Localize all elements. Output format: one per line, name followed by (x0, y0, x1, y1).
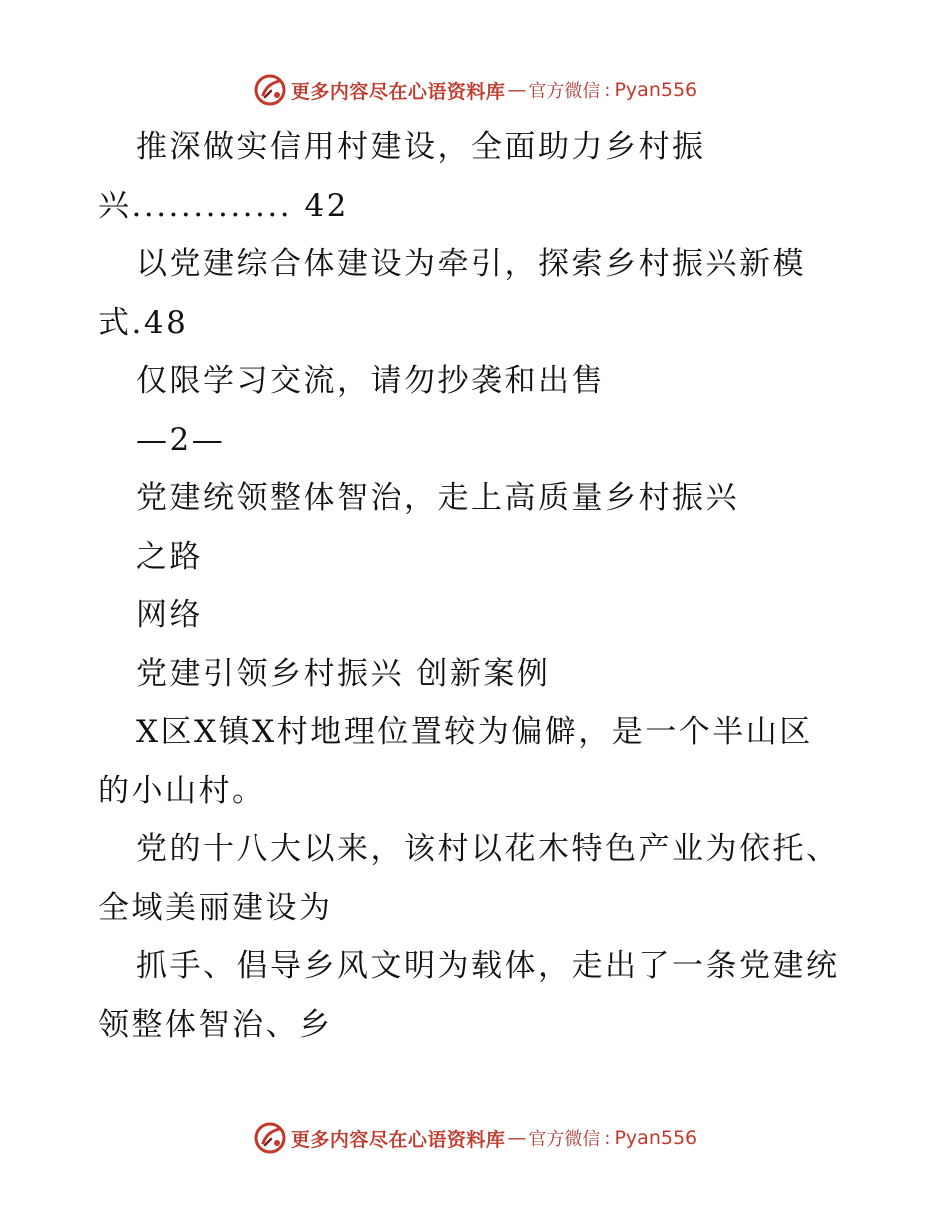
banner-wechat-id: Pyan556 (614, 79, 698, 101)
text-line: X区X镇X村地理位置较为偏僻，是一个半山区 (136, 714, 813, 750)
text-line: 领整体智治、乡 (98, 1006, 333, 1043)
banner-dash: — (507, 1127, 527, 1149)
text-line: 仅限学习交流，请勿抄袭和出售 (136, 363, 605, 399)
text-line: 党建统领整体智治，走上高质量乡村振兴 (136, 480, 739, 516)
footer-banner (0, 1118, 950, 1158)
text-line: 之路 (136, 538, 203, 575)
text-line: 党的十八大以来，该村以花木特色产业为依托、 (136, 831, 840, 867)
text-line: 网络 (136, 597, 203, 633)
text-line: 以党建综合体建设为牵引，探索乡村振兴新模 (136, 246, 806, 282)
banner-sub-text: 官方微信 (528, 81, 601, 102)
banner-main-text: 更多内容尽在心语资料库 (290, 80, 506, 103)
banner-main-text: 更多内容尽在心语资料库 (290, 1128, 506, 1151)
text-line: 全域美丽建设为 (98, 889, 333, 926)
header-banner (0, 70, 950, 110)
banner-dash: — (507, 79, 527, 101)
section-heading: 党建引领乡村振兴 创新案例 (136, 655, 551, 692)
page-number-line: —2— (136, 421, 226, 458)
banner-separator: : (604, 1127, 611, 1149)
seal-logo-icon (253, 73, 287, 107)
text-line: 抓手、倡导乡风文明为载体，走出了一条党建统 (136, 948, 840, 984)
banner-sub-text: 官方微信 (528, 1129, 601, 1150)
banner-wechat-id: Pyan556 (614, 1127, 698, 1149)
text-line: 兴............. 42 (98, 187, 349, 224)
text-line: 的小山村。 (98, 772, 266, 809)
document-body (98, 118, 858, 1054)
text-line: 式.48 (98, 304, 189, 341)
banner-separator: : (604, 79, 611, 101)
text-line: 推深做实信用村建设，全面助力乡村振 (136, 129, 706, 165)
seal-logo-icon (253, 1121, 287, 1155)
